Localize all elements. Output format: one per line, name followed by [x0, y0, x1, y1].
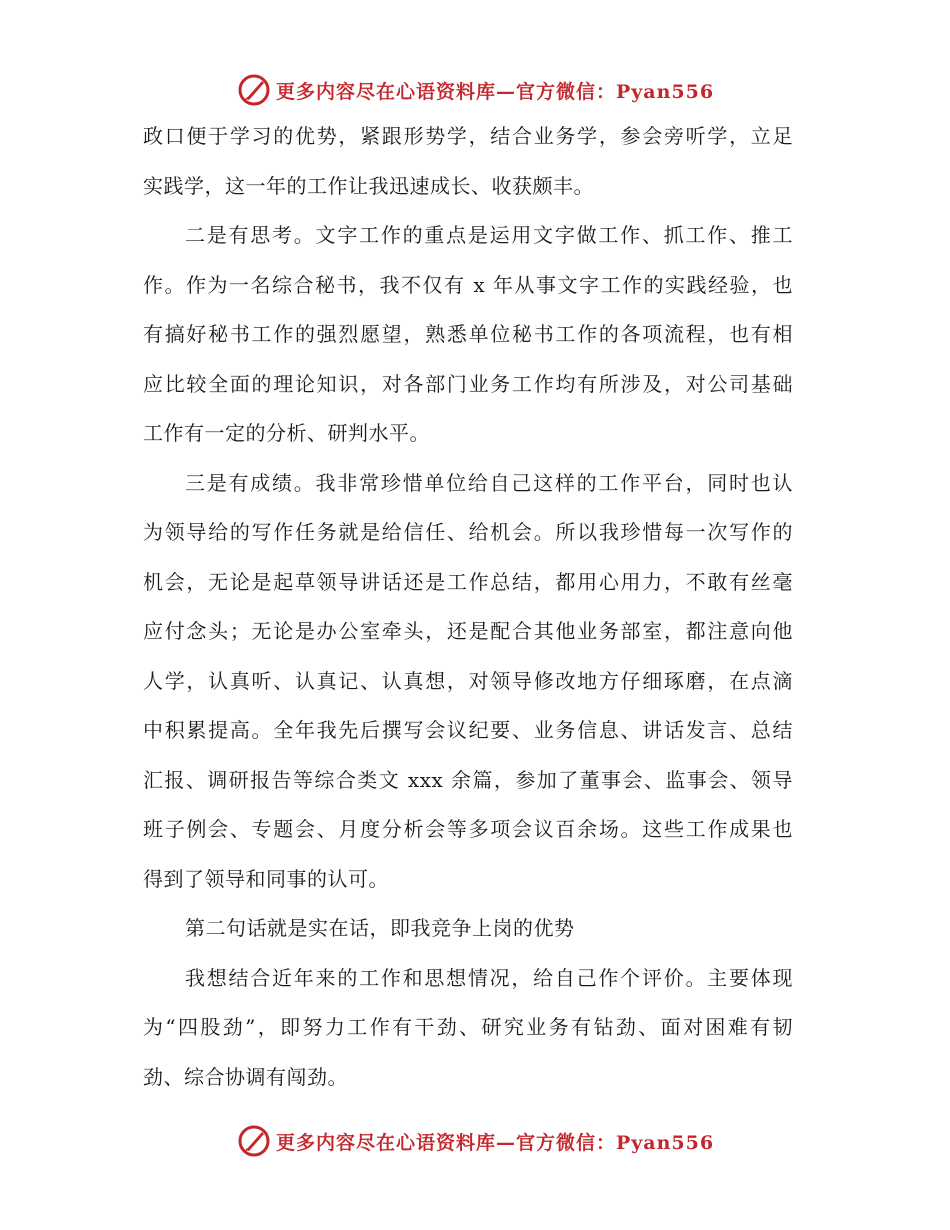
- quill-logo-icon: [236, 72, 272, 108]
- text-line: 工作有一定的分析、研判水平。: [143, 421, 430, 445]
- text-line: 为领导给的写作任务就是给信任、给机会。所以我珍惜每一次写作的: [143, 520, 793, 544]
- watermark-text: 更多内容尽在心语资料库—官方微信：Pyan556: [275, 80, 715, 103]
- text-line: 班子例会、专题会、月度分析会等多项会议百余场。这些工作成果也: [143, 817, 793, 841]
- paragraph: [143, 112, 793, 211]
- paragraph: [143, 211, 793, 459]
- text-line: 中积累提高。全年我先后撰写会议纪要、业务信息、讲话发言、总结: [143, 718, 793, 742]
- header-watermark: [0, 70, 950, 110]
- quill-logo-icon: [236, 1123, 272, 1159]
- text-line: 应比较全面的理论知识，对各部门业务工作均有所涉及，对公司基础: [143, 371, 793, 396]
- paragraph: [143, 904, 793, 954]
- text-line: 二是有思考。文字工作的重点是运用文字做工作、抓工作、推工: [185, 223, 793, 247]
- text-line: 得到了领导和同事的认可。: [143, 866, 389, 891]
- text-line: 人学，认真听、认真记、认真想，对领导修改地方仔细琢磨，在点滴: [143, 668, 793, 693]
- text-line: 为“四股劲”，即努力工作有干劲、研究业务有钻劲、面对困难有韧: [143, 1015, 793, 1039]
- text-line: 三是有成绩。我非常珍惜单位给自己这样的工作平台，同时也认: [185, 470, 793, 495]
- text-line: 机会，无论是起草领导讲话还是工作总结，都用心用力，不敢有丝毫: [143, 569, 793, 594]
- text-line: 有搞好秘书工作的强烈愿望，熟悉单位秘书工作的各项流程，也有相: [143, 322, 793, 346]
- text-line: 应付念头；无论是办公室牵头，还是配合其他业务部室，都注意向他: [143, 619, 793, 643]
- text-line: 劲、综合协调有闯劲。: [143, 1064, 348, 1089]
- text-line: 汇报、调研报告等综合类文 xxx 余篇，参加了董事会、监事会、领导: [143, 767, 793, 792]
- paragraph: [143, 954, 793, 1103]
- paragraph: [143, 459, 793, 905]
- document-body: [143, 112, 793, 1102]
- text-line: 政口便于学习的优势，紧跟形势学，结合业务学，参会旁听学，立足: [143, 124, 793, 148]
- text-line: 我想结合近年来的工作和思想情况，给自己作个评价。主要体现: [185, 965, 793, 990]
- text-line: 实践学，这一年的工作让我迅速成长、收获颇丰。: [143, 173, 594, 198]
- text-line: 作。作为一名综合秘书，我不仅有 x 年从事文字工作的实践经验，也: [143, 272, 793, 297]
- footer-watermark: [0, 1121, 950, 1161]
- watermark-text: 更多内容尽在心语资料库—官方微信：Pyan556: [275, 1131, 715, 1154]
- text-line: 第二句话就是实在话，即我竞争上岗的优势: [185, 916, 575, 940]
